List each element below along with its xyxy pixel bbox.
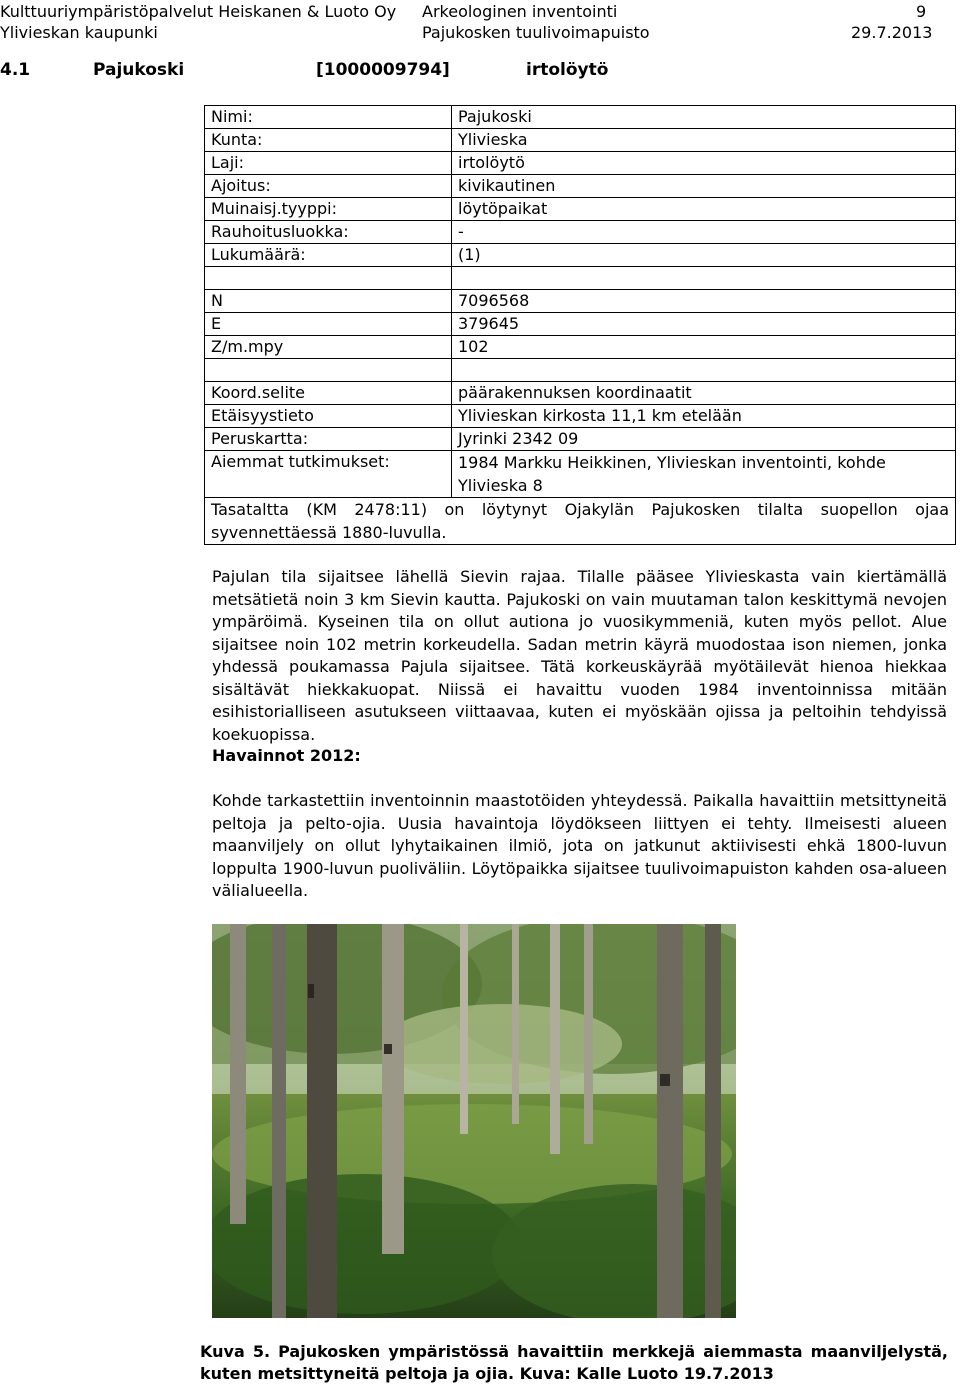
label-ajoitus: Ajoitus: — [205, 175, 452, 198]
label-lukumaara: Lukumäärä: — [205, 244, 452, 267]
site-name: Pajukoski — [93, 60, 185, 80]
label-z: Z/m.mpy — [205, 336, 452, 359]
header-page-number: 9 — [916, 2, 927, 21]
section-number: 4.1 — [0, 60, 31, 80]
site-info-table — [204, 105, 956, 545]
header-report: Arkeologinen inventointi — [422, 2, 618, 21]
label-rauhoitus: Rauhoitusluokka: — [205, 221, 452, 244]
observations-text: Kohde tarkastettiin inventoinnin maastotöiden yhteydessä. Paikalla havaittiin metsittyneitä peltoja ja pelto-ojia. Uusia havaintoja löydökseen liittyen ei tehty. Ilmeisesti alueen maanviljely on ollut lyhytaikainen ilmiö, jota on jatkunut aktiivisesti ehkä 1800-luvun loppulta 1900-luvun puoliväliin. Löytöpaikka sijaitsee tuulivoimapuiston kahden osa-alueen välialueella. — [212, 791, 947, 900]
value-z: 102 — [452, 336, 956, 359]
label-tyyppi: Muinaisj.tyyppi: — [205, 198, 452, 221]
header-client: Ylivieskan kaupunki — [0, 23, 158, 42]
blank-cell — [205, 359, 452, 382]
label-laji: Laji: — [205, 152, 452, 175]
value-tutkimukset: 1984 Markku Heikkinen, Ylivieskan inventointi, kohde Ylivieska 8 — [452, 451, 956, 498]
value-kunta: Ylivieska — [452, 129, 956, 152]
value-etaisyys: Ylivieskan kirkosta 11,1 km etelään — [452, 405, 956, 428]
forest-photo-illustration — [212, 924, 736, 1318]
value-lukumaara: (1) — [452, 244, 956, 267]
blank-cell — [452, 359, 956, 382]
blank-cell — [205, 267, 452, 290]
value-peruskartta: Jyrinki 2342 09 — [452, 428, 956, 451]
label-e: E — [205, 313, 452, 336]
label-koord: Koord.selite — [205, 382, 452, 405]
value-laji: irtolöytö — [452, 152, 956, 175]
header-project: Pajukosken tuulivoimapuisto — [422, 23, 650, 42]
label-etaisyys: Etäisyystieto — [205, 405, 452, 428]
label-n: N — [205, 290, 452, 313]
label-nimi: Nimi: — [205, 106, 452, 129]
blank-cell — [452, 267, 956, 290]
observations-heading: Havainnot 2012: — [212, 746, 361, 765]
value-e: 379645 — [452, 313, 956, 336]
figure-caption: Kuva 5. Pajukosken ympäristössä havaittiin merkkejä aiemmasta maanviljelystä, kuten metsittyneitä peltoja ja ojia. Kuva: Kalle Luoto 19.7.2013 — [200, 1342, 948, 1383]
value-rauhoitus: - — [452, 221, 956, 244]
find-description: Tasataltta (KM 2478:11) on löytynyt Ojakylän Pajukosken tilalta suopellon ojaa syvennettäessä 1880-luvulla. — [205, 498, 956, 545]
label-peruskartta: Peruskartta: — [205, 428, 452, 451]
site-type: irtolöytö — [526, 60, 609, 80]
site-description: Pajulan tila sijaitsee lähellä Sievin rajaa. Tilalle pääsee Ylivieskasta vain kiertämällä metsätietä noin 3 km Sievin kautta. Pajukoski on vain muutaman talon keskittymä nevojen ympäröimä. Kyseinen tila on ollut autiona jo vuosikymmeniä, kuten myös pellot. Alue sijaitsee noin 102 metrin korkeudella. Sadan metrin käyrä muodostaa ison niemen, jonka yhdessä poukamassa Pajula sijaitsee. Tätä korkeuskäyrää myötäilevät hienoa hiekkaa sisältävät hiekkakuopat. Niissä ei havaittu vuoden 1984 inventoinnissa mitään esihistorialliseen asutukseen viittaavaa, kuten ei myöskään ojissa ja peltoihin tehdyissä koekuopissa. — [212, 567, 947, 744]
header-company: Kulttuuriympäristöpalvelut Heiskanen & Luoto Oy — [0, 2, 397, 21]
forest-photo — [212, 924, 736, 1318]
value-nimi: Pajukoski — [452, 106, 956, 129]
site-id: [1000009794] — [316, 60, 450, 80]
header-date: 29.7.2013 — [851, 23, 933, 42]
value-ajoitus: kivikautinen — [452, 175, 956, 198]
label-tutkimukset: Aiemmat tutkimukset: — [205, 451, 452, 498]
value-n: 7096568 — [452, 290, 956, 313]
value-tyyppi: löytöpaikat — [452, 198, 956, 221]
value-koord: päärakennuksen koordinaatit — [452, 382, 956, 405]
label-kunta: Kunta: — [205, 129, 452, 152]
